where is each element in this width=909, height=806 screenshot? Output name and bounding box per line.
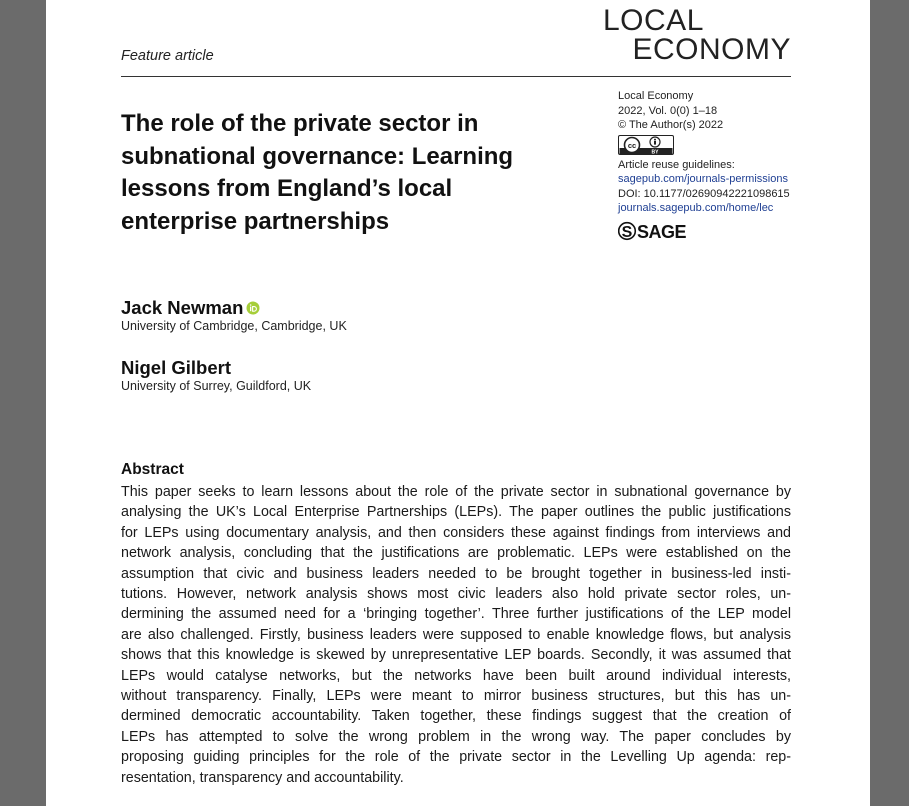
article-title: The role of the private sector in subnational governance: Learning lessons from England’s local enterprise partnerships <box>121 110 514 235</box>
abstract-line: dermined democratic accountability. Taken together, these findings suggest that the creation of <box>121 708 791 725</box>
publisher-name: SAGE <box>637 221 687 242</box>
abstract-line: shows that this knowledge is skewed by unrepresentative LEP boards. Secondly, it was assumed that <box>121 647 791 664</box>
journal-logo <box>603 6 791 64</box>
author-block-2 <box>121 357 521 393</box>
abstract-line: without transparency. Finally, LEPs were meant to mirror business structures, but this has un- <box>121 688 791 705</box>
article-metadata <box>618 89 818 242</box>
abstract-heading: Abstract <box>121 461 184 478</box>
copyright: © The Author(s) 2022 <box>618 119 724 131</box>
abstract-line: resentation, transparency and accountability. <box>121 769 404 786</box>
reuse-guidelines-link[interactable]: sagepub.com/journals-permissions <box>618 173 788 185</box>
journal-name: Local Economy <box>618 90 694 102</box>
reuse-guidelines-label: Article reuse guidelines: <box>618 158 735 171</box>
doi: DOI: 10.1177/02690942221098615 <box>618 187 790 200</box>
abstract-line: LEPs has attempted to solve the wrong problem in the wrong way. The paper concludes by <box>121 728 791 745</box>
author-name: Nigel Gilbert <box>121 357 231 378</box>
abstract-line: tutions. However, network analysis shows most civic leaders also hold private sector roles, un- <box>121 586 791 603</box>
journal-logo-line2: ECONOMY <box>632 33 791 66</box>
abstract-line: for LEPs using documentary analysis, and then considers these against findings from interviews and <box>121 524 791 541</box>
sage-logo <box>618 220 690 242</box>
cc-badge-by: BY <box>651 148 659 155</box>
abstract-line: LEPs would catalyse networks, but the networks have been built around individual interests, <box>121 667 791 684</box>
svg-text:S: S <box>621 223 633 241</box>
abstract-line: assumption that civic and business leaders needed to be brought together in business-led insti- <box>121 565 791 582</box>
abstract-line: analysing the UK’s Local Enterprise Partnerships (LEPs). The paper outlines the public justifications <box>121 504 791 521</box>
header-rule <box>121 76 791 77</box>
abstract-line: are also challenged. Firstly, business leaders were supposed to enable knowledge flows, but analysis <box>121 626 791 643</box>
author-block-1 <box>121 297 521 333</box>
abstract-line: dermining the assumed need for a ‘bringing together’. Three further justifications of the LEP model <box>121 606 791 623</box>
orcid-icon[interactable] <box>246 301 260 315</box>
section-label: Feature article <box>121 48 214 64</box>
author-affiliation: University of Cambridge, Cambridge, UK <box>121 319 347 333</box>
pdf-page <box>46 0 870 806</box>
journal-home-link[interactable]: journals.sagepub.com/home/lec <box>618 202 774 214</box>
journal-logo-line1: LOCAL <box>603 4 704 37</box>
author-affiliation: University of Surrey, Guildford, UK <box>121 379 312 393</box>
cc-badge-cc: cc <box>627 140 637 150</box>
cc-by-license-icon[interactable] <box>618 135 674 155</box>
issue-info: 2022, Vol. 0(0) 1–18 <box>618 104 718 117</box>
abstract-line: proposing guiding principles for the role of the private sector in the Levelling Up agenda: rep- <box>121 749 791 766</box>
abstract-line: This paper seeks to learn lessons about the role of the private sector in subnational governance by <box>121 484 791 500</box>
abstract-line: network analysis, concluding that the justifications are problematic. LEPs were established on the <box>121 545 791 562</box>
author-name: Jack Newman <box>121 297 244 318</box>
abstract-body <box>121 482 791 788</box>
